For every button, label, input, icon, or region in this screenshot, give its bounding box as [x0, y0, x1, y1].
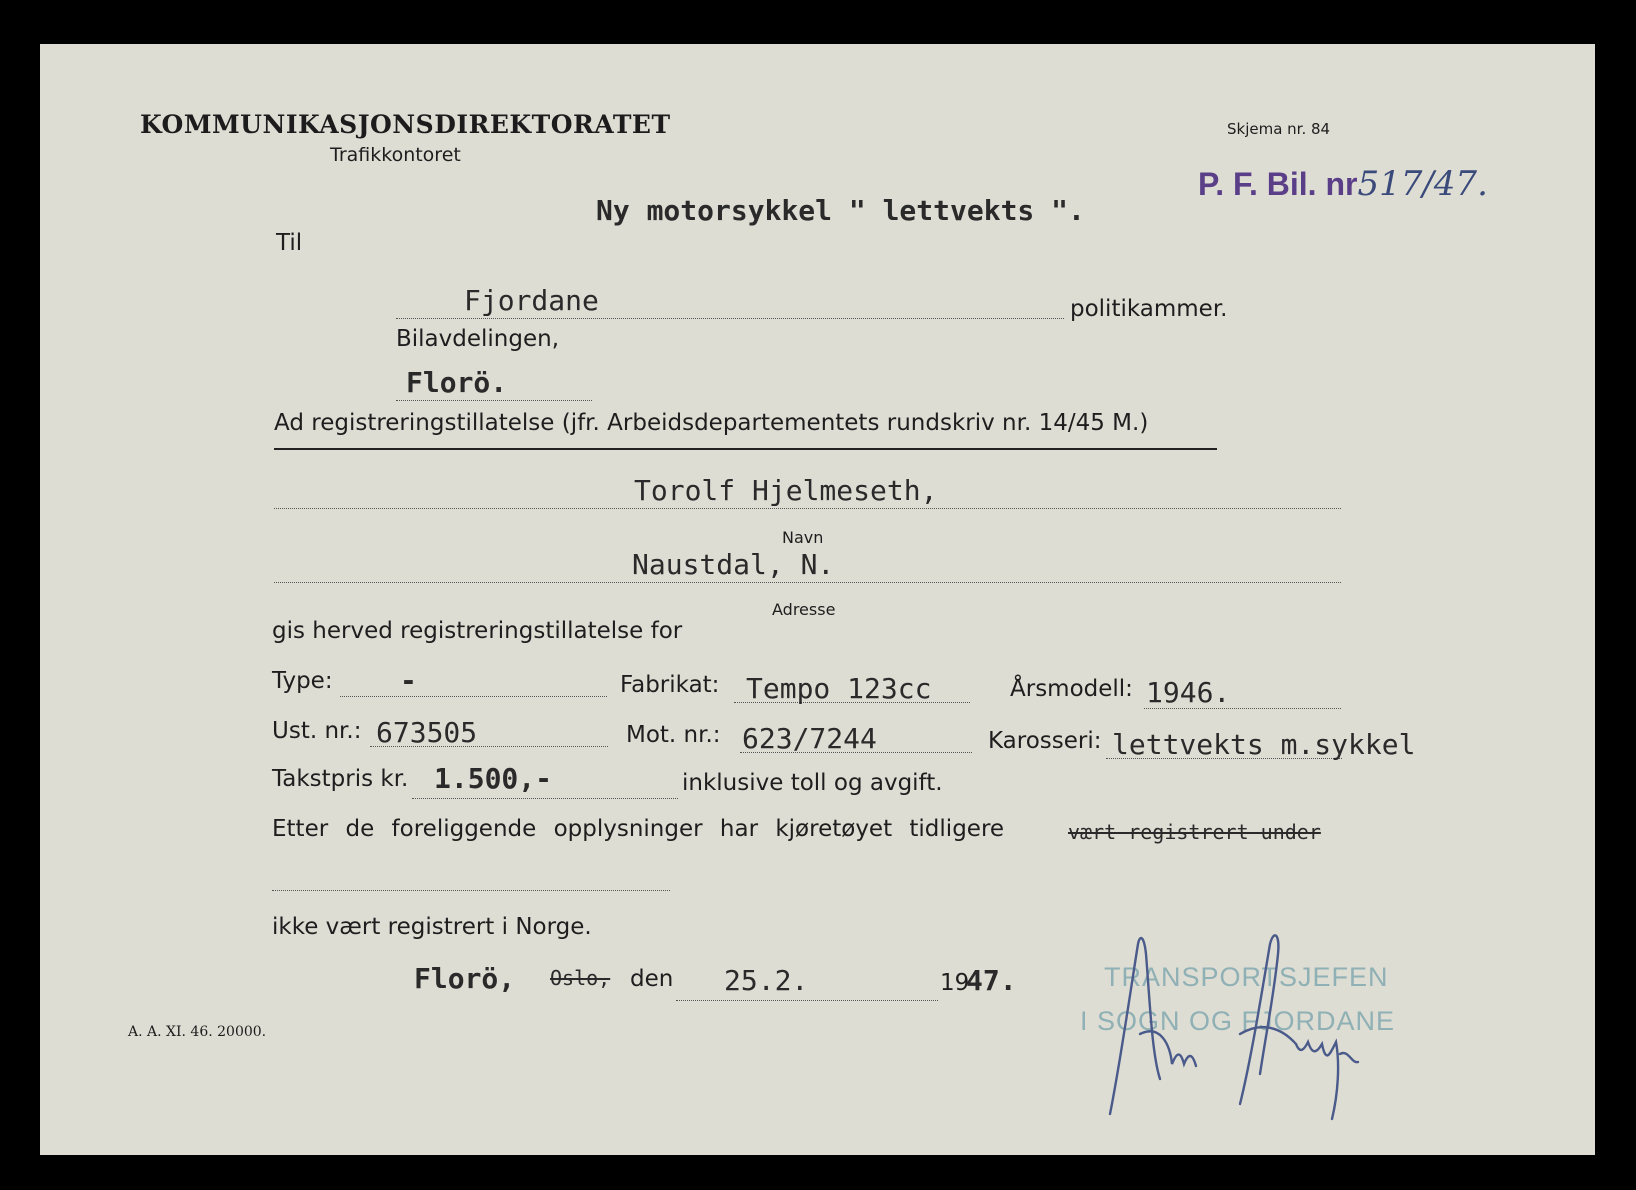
to-label: Til [276, 230, 303, 256]
type-value: - [400, 664, 417, 697]
document-title: Ny motorsykkel " lettvekts ". [596, 194, 1085, 227]
date-value: 25.2. [724, 964, 809, 997]
conclusion-text: ikke vært registrert i Norge. [272, 914, 592, 940]
year-prefix: 19 [940, 970, 970, 996]
subject-underline [274, 448, 1217, 450]
document-page [40, 44, 1595, 1155]
address-label: Adresse [772, 600, 836, 619]
city-value: Florö. [406, 366, 508, 399]
date-line-dots [676, 1000, 938, 1001]
price-line [412, 798, 678, 799]
previous-text: Etter de foreliggende opplysninger har kjøretøyet tidligere [272, 816, 1005, 842]
applicant-address: Naustdal, N. [632, 548, 835, 581]
price-label: Takstpris kr. [272, 766, 409, 792]
print-code: A. A. XI. 46. 20000. [128, 1024, 267, 1040]
make-value: Tempo 123cc [746, 672, 932, 705]
city-line [396, 400, 592, 401]
struck-previous: vært registrert under [1068, 820, 1321, 844]
subject-line: Ad registreringstillatelse (jfr. Arbeidsdepartementets rundskriv nr. 14/45 M.) [274, 410, 1149, 436]
name-line [274, 508, 1341, 509]
bil-number-stamp [1198, 164, 1488, 204]
body-label: Karosseri: [988, 728, 1102, 754]
permit-text: gis herved registreringstillatelse for [272, 618, 683, 644]
mot-label: Mot. nr.: [626, 722, 721, 748]
year-value: 1946. [1146, 676, 1231, 709]
department-label: Bilavdelingen, [396, 326, 560, 352]
signature [1100, 914, 1380, 1134]
stamp-line-2: I SOGN OG FJORDANE [1080, 1006, 1396, 1036]
dept-name: Trafikkontoret [330, 144, 461, 166]
type-label: Type: [272, 668, 333, 694]
previous-line [272, 890, 670, 891]
year-label: Årsmodell: [1010, 676, 1133, 702]
body-value: lettvekts m.sykkel [1112, 728, 1416, 761]
form-number: Skjema nr. 84 [1227, 120, 1331, 138]
price-value: 1.500,- [434, 762, 553, 795]
district-suffix: politikammer. [1070, 296, 1228, 322]
org-name: KOMMUNIKASJONSDIREKTORATET [140, 110, 671, 139]
type-line [340, 696, 607, 697]
bil-number-handwritten: 517/47. [1357, 164, 1488, 204]
bil-number-prefix: P. F. Bil. nr [1198, 166, 1358, 202]
district-line [396, 318, 1064, 319]
ust-label: Ust. nr.: [272, 718, 362, 744]
applicant-name: Torolf Hjelmeseth, [634, 474, 938, 507]
struck-place: Oslo, [550, 966, 611, 990]
year-suffix: 47. [966, 964, 1017, 997]
address-line [274, 582, 1341, 583]
mot-value: 623/7244 [742, 722, 877, 755]
den-label: den [630, 966, 674, 992]
price-suffix: inklusive toll og avgift. [682, 770, 943, 796]
stamp-line-1: TRANSPORTSJEFEN [1104, 962, 1389, 992]
name-label: Navn [782, 528, 824, 547]
district-value: Fjordane [464, 284, 599, 317]
ust-value: 673505 [376, 716, 478, 749]
make-label: Fabrikat: [620, 672, 720, 698]
date-place: Florö, [414, 962, 516, 995]
